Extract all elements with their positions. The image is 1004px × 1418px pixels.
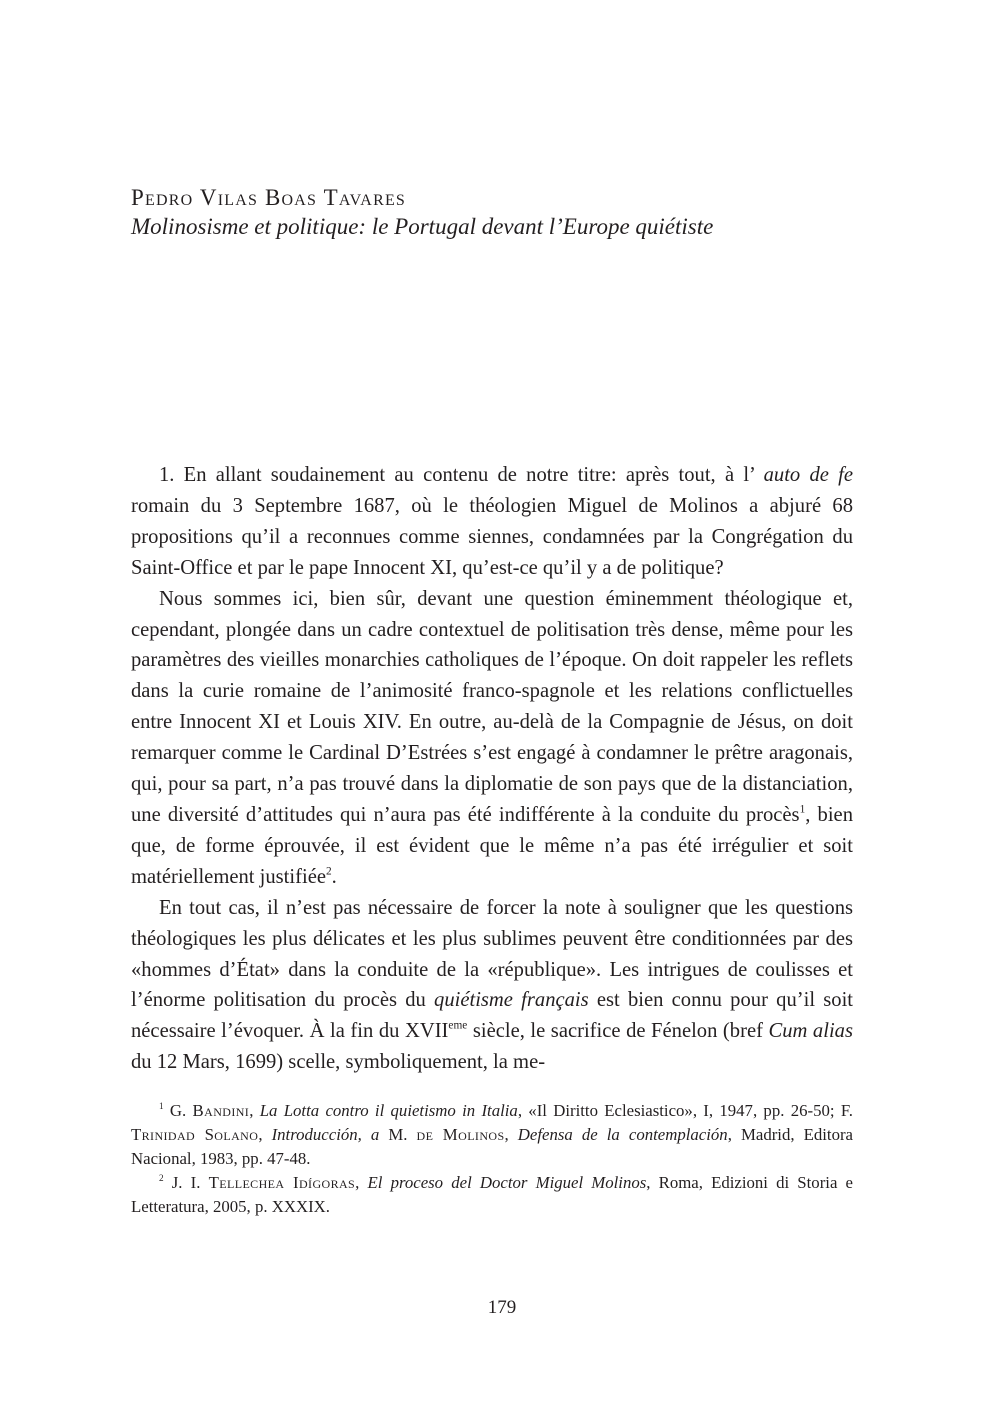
italic-text: La Lotta contro il quietismo in Italia: [259, 1101, 518, 1120]
text-run: J. I.: [163, 1173, 209, 1192]
superscript: 2: [159, 1173, 164, 1184]
text-run: du 12 Mars, 1699) scelle, symboliquement, la me-: [131, 1051, 546, 1074]
text-run: , Madrid, Editora Nacional, 1983, pp. 47-48.: [131, 1125, 854, 1168]
paragraph: [131, 893, 853, 1078]
body-text: [131, 460, 853, 1078]
footnote: [131, 1099, 853, 1171]
text-run: , bien que, de forme éprouvée, il est évident que le même n’a pas été irrégulier et soit matériellement justifiée: [131, 803, 853, 888]
superscript: 1: [159, 1101, 164, 1112]
footnote: [131, 1171, 853, 1219]
text-run: romain du 3 Septembre 1687, où le théologien Miguel de Molinos a abjuré 68 propositions qu’il a reconnues comme siennes, condamnées par la Congrégation du Saint-Office et par le pape Innocent XI, qu’est-ce qu’il y a de politique?: [131, 494, 853, 579]
small-caps-name: Tellechea Idígoras: [208, 1173, 356, 1192]
text-run: ,: [504, 1125, 518, 1144]
text-run: ,: [258, 1125, 272, 1144]
italic-text: auto de fe: [763, 464, 853, 486]
author-name: Pedro Vilas Boas Tavares: [131, 185, 407, 210]
small-caps-name: de Molinos: [416, 1125, 505, 1144]
text-run: siècle, le sacrifice de Fénelon (bref: [467, 1020, 769, 1043]
text-run: ,: [249, 1101, 260, 1120]
text-run: .: [331, 865, 337, 888]
superscript: eme: [448, 1019, 468, 1032]
text-run: , «Il Diritto Eclesiastico», I, 1947, pp. 26-50; F.: [517, 1101, 853, 1120]
italic-text: Introducción, a: [271, 1125, 380, 1144]
page-number: 179: [487, 1297, 517, 1318]
small-caps-name: Bandini: [192, 1101, 250, 1120]
superscript: 2: [326, 865, 332, 878]
italic-text: Defensa de la contemplación: [517, 1125, 728, 1144]
text-run: Nous sommes ici, bien sûr, devant une question éminemment théologique et, cependant, plongée dans un cadre contextuel de politisation très dense, même pour les paramètres des vieilles monarchies catholiques de l’époque. On doit rappeler les reflets dans la curie romaine de l’animosité franco-spagnole et les relations conflictuelles entre Innocent XI et Louis XIV. En outre, au-delà de la Compagnie de Jésus, on doit remarquer comme le Cardinal D’Estrées s’est engagé à condamner le prêtre aragonais, qui, pour sa part, n’a pas trouvé dans la diplomatie de son pays que de la distanciation, une diversité d’attitudes qui n’aura pas été indifférente à la conduite du procès: [131, 587, 853, 826]
superscript: 1: [799, 803, 806, 816]
paragraph: [131, 460, 853, 584]
text-run: G.: [163, 1101, 193, 1120]
text-run: En tout cas, il n’est pas nécessaire de forcer la note à souligner que les questions théologiques les plus délicates et les plus sublimes peuvent être conditionnées par des «hommes d’État» dans la conduite de la «république». Les intrigues de coulisses et l’énorme politisation du procès du: [131, 896, 853, 1012]
italic-text: El proceso del Doctor Miguel Molinos: [367, 1173, 647, 1192]
italic-text: quiétisme français: [434, 989, 589, 1012]
small-caps-name: Trinidad Solano: [131, 1125, 259, 1144]
article-title: Molinosisme et politique: le Portugal devant l’Europe quiétiste: [131, 214, 714, 239]
text-run: est bien connu pour qu’il soit nécessaire l’évoquer. À la fin du XVII: [131, 989, 854, 1043]
italic-text: Cum alias: [768, 1020, 853, 1043]
text-run: , Roma, Edizioni di Storia e Letteratura, 2005, p. XXXIX.: [131, 1173, 854, 1216]
text-run: M.: [379, 1125, 417, 1144]
footnotes: [131, 1099, 853, 1219]
text-run: ,: [355, 1173, 368, 1192]
paragraph: [131, 584, 853, 893]
text-run: 1. En allant soudainement au contenu de notre titre: après tout, à l’: [159, 464, 764, 486]
